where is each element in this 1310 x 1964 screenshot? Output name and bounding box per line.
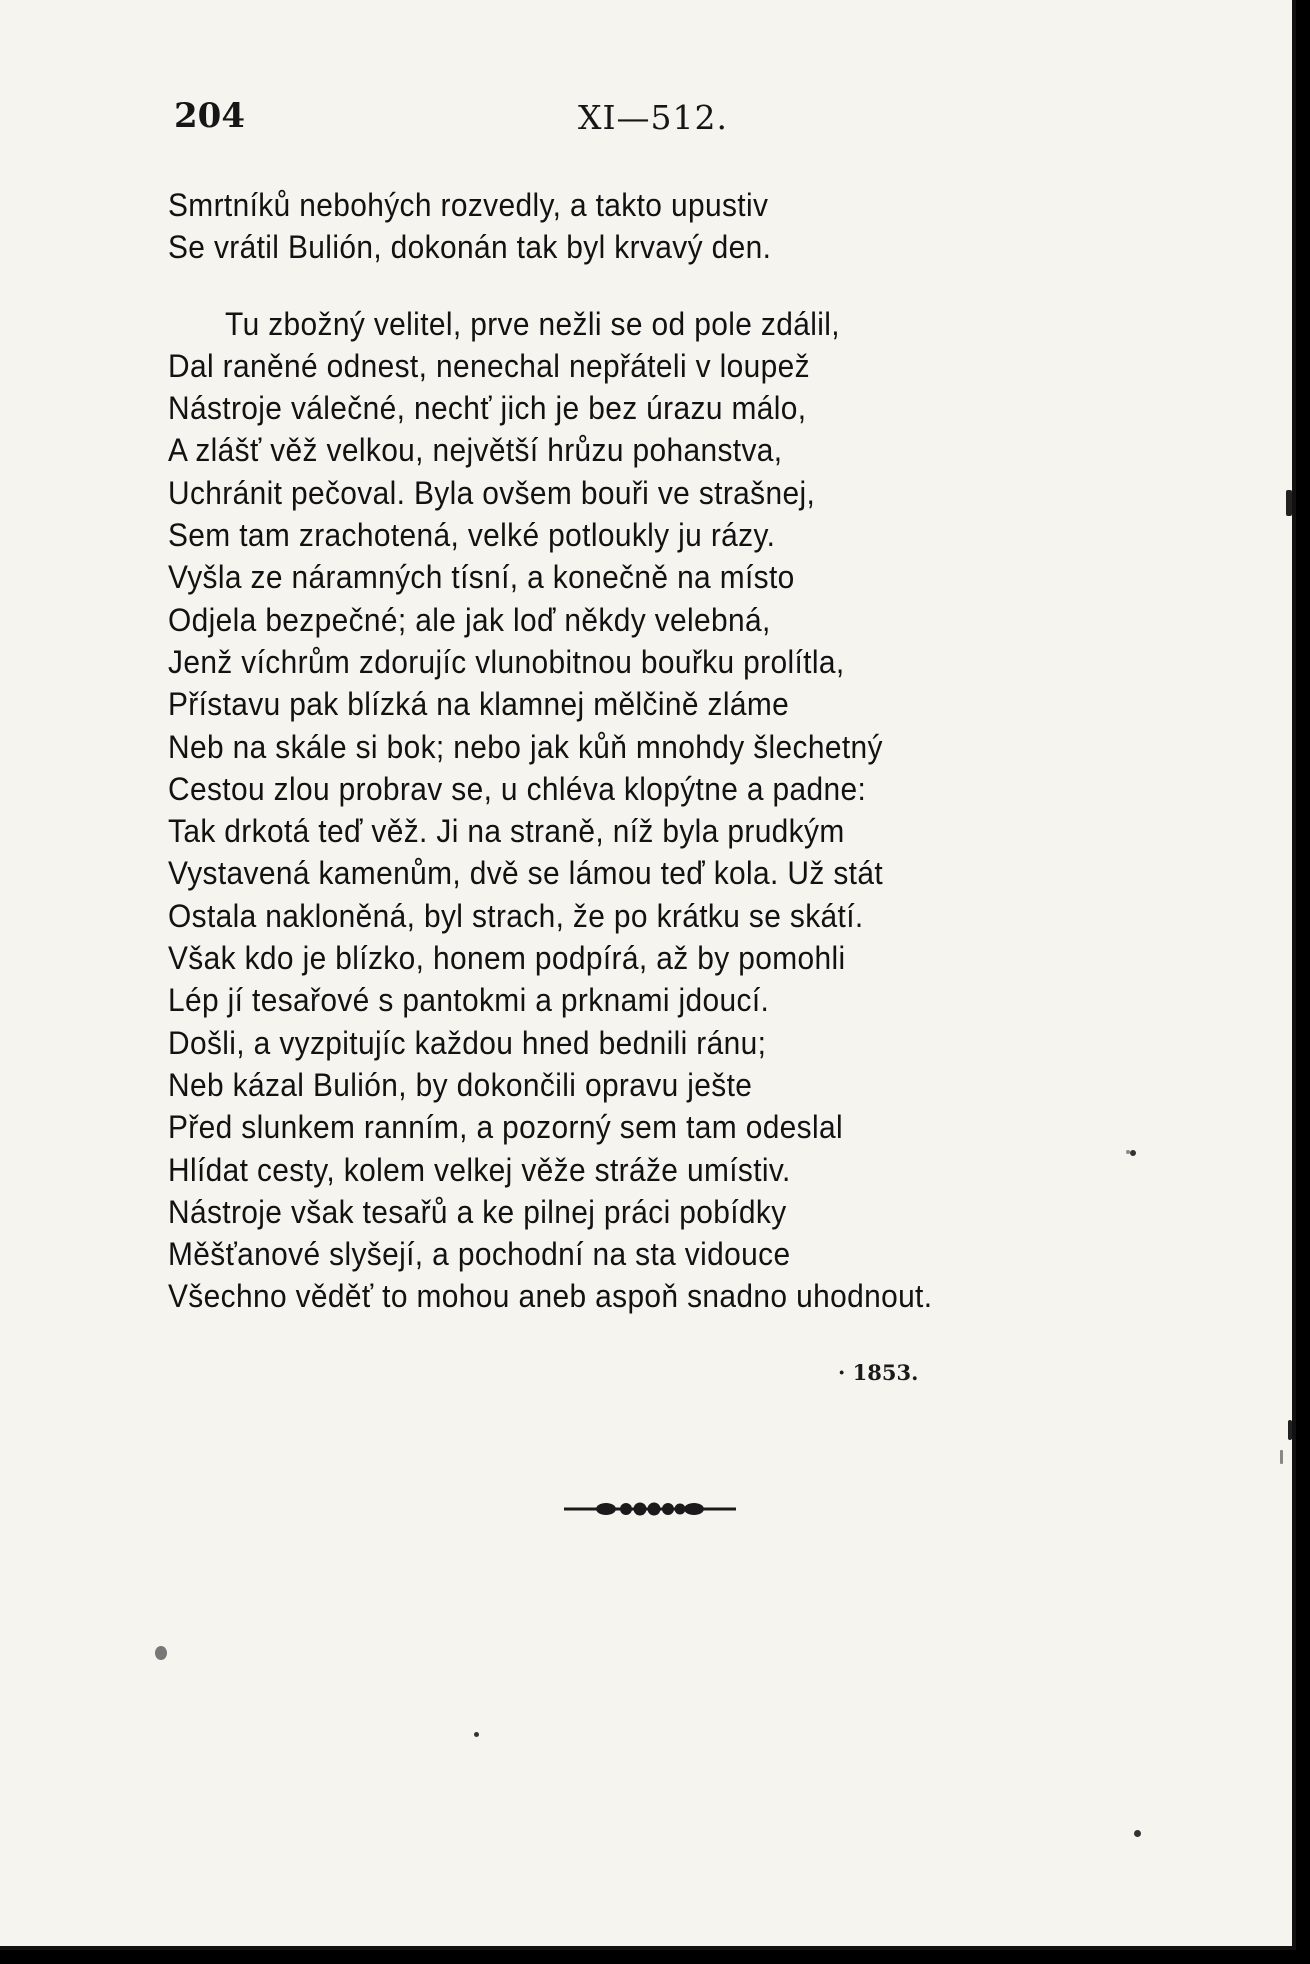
- poem-line: Neb kázal Bulión, by dokončili opravu ješte: [168, 1066, 753, 1103]
- poem-line: Jenž víchrům zdorujíc vlunobitnou bouřku prolítla,: [168, 643, 845, 680]
- poem-line: Tak drkotá teď věž. Ji na straně, níž byla prudkým: [168, 813, 845, 850]
- poem-line: Došli, a vyzpitujíc každou hned bednili ránu;: [168, 1024, 767, 1061]
- poem-line: Nástroje však tesařů a ke pilnej práci pobídky: [168, 1193, 787, 1230]
- poem-line: Dal raněné odnest, nenechal nepřáteli v loupež: [168, 347, 810, 384]
- poem-line: Vyšla ze náramných tísní, a konečně na místo: [168, 559, 795, 596]
- poem-line: Vystavená kamenům, dvě se lámou teď kola. Už stát: [168, 855, 884, 892]
- poem-line: Přístavu pak blízká na klamnej mělčině zláme: [168, 686, 790, 723]
- poem-line: Cestou zlou probrav se, u chléva klopýtne a padne:: [168, 770, 867, 807]
- paper-speck: [1280, 1450, 1283, 1464]
- poem-line: Hlídat cesty, kolem velkej věže stráže umístiv.: [168, 1151, 791, 1188]
- poem-line: Všechno věděť to mohou aneb aspoň snadno uhodnout.: [168, 1278, 933, 1315]
- paper-speck: [1134, 1830, 1141, 1837]
- date-signature: · 1853.: [838, 1360, 919, 1385]
- paper-speck: [1288, 1420, 1292, 1440]
- paper-speck: [1126, 1150, 1130, 1154]
- poem-text: [168, 184, 1168, 1318]
- poem-line: Smrtníků nebohých rozvedly, a takto upustiv: [168, 187, 769, 223]
- poem-line: Nástroje válečné, nechť jich je bez úrazu málo,: [168, 390, 807, 427]
- paper-speck: [1130, 1150, 1136, 1156]
- poem-line: Lép jí tesařové s pantokmi a prknami jdoucí.: [168, 982, 770, 1019]
- section-code: XI—512.: [578, 98, 729, 137]
- poem-line: Měšťanové slyšejí, a pochodní na sta vidouce: [168, 1236, 791, 1273]
- poem-line: A zlášť věž velkou, největší hrůzu pohanstva,: [168, 432, 783, 469]
- poem-line: Před slunkem ranním, a pozorný sem tam odeslal: [168, 1109, 844, 1146]
- paper-speck: [474, 1732, 479, 1737]
- page-header: [168, 96, 748, 144]
- poem-line: Sem tam zrachotená, velké potloukly ju rázy.: [168, 517, 776, 554]
- page-number: 204: [174, 96, 245, 136]
- poem-line: Však kdo je blízko, honem podpírá, až by pomohli: [168, 940, 846, 977]
- end-ornament-icon: [564, 1500, 736, 1518]
- year-text: 1853.: [852, 1360, 919, 1385]
- poem-line: Uchránit pečoval. Byla ovšem bouři ve strašnej,: [168, 474, 816, 511]
- poem-line: Ostala nakloněná, byl strach, že po krátku se skátí.: [168, 897, 864, 934]
- poem-line: Se vrátil Bulión, dokonán tak byl krvavý den.: [168, 229, 772, 266]
- poem-line: Tu zbožný velitel, prve nežli se od pole zdálil,: [225, 305, 840, 342]
- stanza-break: [168, 269, 1168, 303]
- paper-speck: [1286, 490, 1292, 516]
- poem-line: Neb na skále si bok; nebo jak kůň mnohdy šlechetný: [168, 728, 883, 765]
- poem-line: Odjela bezpečné; ale jak loď někdy velebná,: [168, 601, 771, 638]
- paper-speck: [155, 1646, 167, 1660]
